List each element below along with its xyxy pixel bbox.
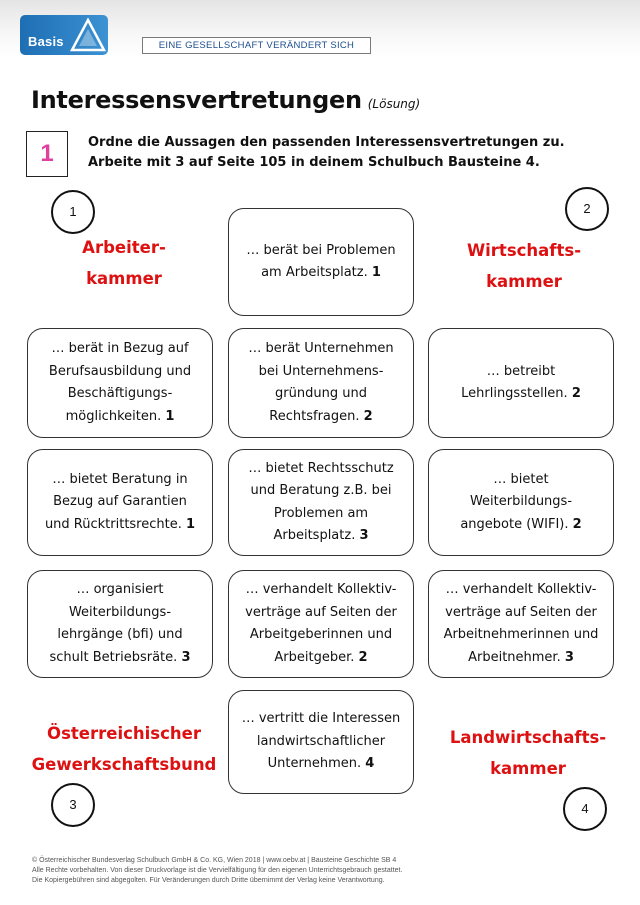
answer-number: 2 (572, 516, 582, 532)
statement-card: … organisiert Weiterbildungs- lehrgänge (bfi) und schult Betriebsräte. 3 (27, 570, 213, 678)
org-number-circle-4: 4 (563, 787, 607, 831)
task-instruction-1: Ordne die Aussagen den passenden Interessensvertretungen zu. (88, 135, 565, 150)
page-title (31, 86, 420, 114)
task-instruction-2: Arbeite mit 3 auf Seite 105 in deinem Schulbuch Bausteine 4. (88, 155, 540, 170)
answer-number: 3 (564, 649, 574, 665)
statement-card: … bietet Beratung in Bezug auf Garantien und Rücktrittsrechte. 1 (27, 449, 213, 556)
logo-text: Basis (28, 34, 64, 49)
title-main: Interessensvertretungen (31, 86, 362, 114)
answer-number: 2 (571, 386, 581, 401)
answer-number: 1 (371, 265, 381, 280)
org-number-circle-2: 2 (565, 187, 609, 231)
slogan: EINE GESELLSCHAFT VERÄNDERT SICH (142, 37, 371, 54)
statement-card: … verhandelt Kollektiv- verträge auf Seiten der Arbeitgeberinnen und Arbeitgeber. 2 (228, 570, 414, 678)
org-label-gewerkschaftsbund: Österreichischer Gewerkschaftsbund (31, 724, 217, 774)
statement-card: … vertritt die Interessen landwirtschaftlicher Unternehmen. 4 (228, 690, 414, 794)
statement-card: … betreibt Lehrlingsstellen. 2 (428, 328, 614, 438)
basis-logo (20, 15, 108, 55)
org-label-landwirtschaftskammer: Landwirtschafts- kammer (449, 728, 607, 778)
task-number-box: 1 (26, 131, 68, 177)
statement-card: … berät Unternehmen bei Unternehmens- gründung und Rechtsfragen. 2 (228, 328, 414, 438)
statement-card: … verhandelt Kollektiv- verträge auf Seiten der Arbeitnehmerinnen und Arbeitnehmer. 3 (428, 570, 614, 678)
answer-number: 4 (365, 756, 375, 772)
triangle-logo-icon (70, 17, 106, 53)
org-label-wirtschaftskammer: Wirtschafts- kammer (466, 241, 582, 291)
statement-card: … bietet Weiterbildungs- angebote (WIFI). 2 (428, 449, 614, 556)
answer-number: 2 (358, 649, 368, 665)
answer-number: 3 (181, 649, 191, 665)
statement-card: … berät bei Problemen am Arbeitsplatz. 1 (228, 208, 414, 316)
answer-number: 1 (165, 408, 175, 424)
statement-card: … berät in Bezug auf Berufsausbildung und Beschäftigungs- möglichkeiten. 1 (27, 328, 213, 438)
answer-number: 2 (363, 408, 373, 424)
answer-number: 3 (359, 528, 369, 543)
copyright-footer: © Österreichischer Bundesverlag Schulbuch GmbH & Co. KG, Wien 2018 | www.oebv.at | Bausteine Geschichte SB 4 Alle Rechte vorbehalten. Von dieser Druckvorlage ist die Vervielfältigung für den eigenen Unterrichtsgebrauch gestattet. Die Kopiergebühren sind abgegolten. Für Veränderungen durch Dritte übernimmt der Verlag keine Verantwortung. (32, 857, 403, 884)
title-sub: (Lösung) (367, 97, 421, 111)
answer-number: 1 (186, 516, 196, 532)
statement-card: … bietet Rechtsschutz und Beratung z.B. bei Problemen am Arbeitsplatz. 3 (228, 449, 414, 556)
org-number-circle-1: 1 (51, 190, 95, 234)
org-number-circle-3: 3 (51, 783, 95, 827)
org-label-arbeiterkammer: Arbeiter- kammer (82, 238, 166, 288)
